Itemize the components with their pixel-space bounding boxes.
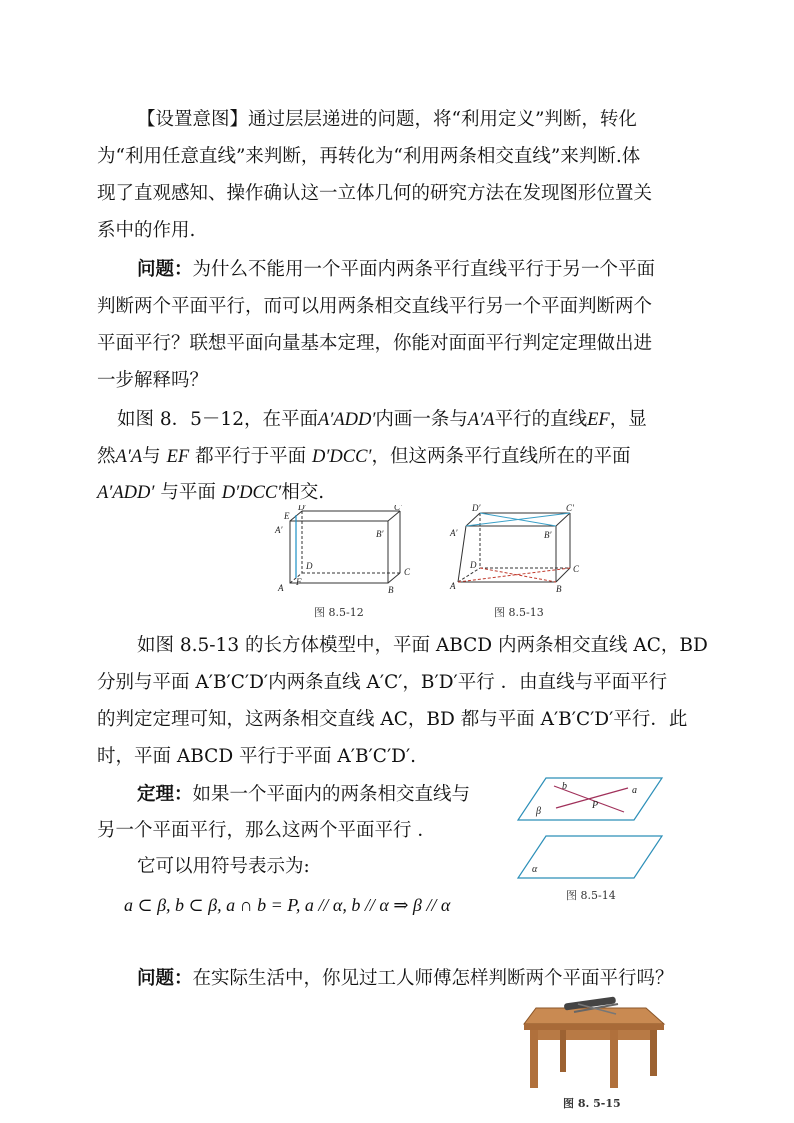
diagonal-ac: [458, 568, 570, 582]
question-2-line: [137, 961, 674, 997]
figure-8-5-12: [270, 505, 415, 597]
para3-line-1: 如图 8.5-13 的长方体模型中，平面 ABCD 内两条相交直线 AC，BD: [137, 635, 708, 656]
question-label: 问题：: [137, 259, 193, 280]
figure-8-5-13: [446, 502, 586, 597]
caption-fig-8-5-13: 图 8.5-13: [494, 606, 544, 619]
question-1-line-4: 一步解释吗？: [97, 370, 209, 391]
intent-line-2: 为“利用任意直线”来判断，再转化为“利用两条相交直线”来判断.体: [97, 146, 641, 167]
label-C-prime: C′: [394, 505, 402, 512]
question-1-line-3: 平面平行？联想平面向量基本定理，你能对面面平行判定定理做出进: [97, 333, 653, 354]
para2-line-1: 如图 8．5－12，在平面A′ADD′内画一条与A′A平行的直线EF，显: [117, 409, 647, 430]
theorem-text: 如果一个平面内的两条相交直线与: [192, 784, 471, 805]
caption-fig-8-5-14: 图 8.5-14: [566, 889, 616, 902]
question-label: 问题：: [137, 968, 193, 989]
question-1-line-2: 判断两个平面平行，而可以用两条相交直线平行另一个平面判断两个: [97, 296, 653, 317]
label-F: F: [296, 577, 302, 587]
caption-fig-8-5-15: 图 8. 5-15: [563, 1097, 621, 1110]
label-alpha: α: [532, 864, 538, 875]
figure-8-5-15-table: [518, 996, 668, 1091]
diagonal-a-prime-c-prime: [466, 513, 570, 526]
question-1-line-1: [137, 252, 655, 288]
figure-8-5-14: [516, 772, 666, 884]
label-D: D: [306, 561, 313, 571]
para3-line-2: 分别与平面 A′B′C′D′内两条直线 A′C′，B′D′平行 ．由直线与平面平行: [97, 672, 668, 693]
label-E: E: [284, 511, 290, 521]
question-text: 在实际生活中，你见过工人师傅怎样判断两个平面平行吗？: [192, 968, 674, 989]
label-D-prime: D′: [298, 505, 307, 512]
label-B-prime: B′: [376, 529, 384, 539]
intent-line-4: 系中的作用.: [97, 220, 196, 241]
label-D: D: [470, 560, 477, 570]
theorem-line-1: [137, 777, 470, 813]
intent-line-1: 【设置意图】通过层层递进的问题，将“利用定义”判断，转化: [137, 109, 637, 130]
theorem-label: 定理：: [137, 784, 193, 805]
label-A-prime: A′: [275, 525, 283, 535]
plane-alpha: [518, 836, 662, 878]
caption-fig-8-5-12: 图 8.5-12: [314, 606, 364, 619]
label-a: a: [632, 785, 637, 796]
label-b: b: [562, 781, 567, 792]
label-B-prime: B′: [544, 530, 552, 540]
label-B: B: [388, 585, 394, 595]
para2-line-2: 然A′A与 EF 都平行于平面 D′DCC′，但这两条平行直线所在的平面: [97, 446, 631, 467]
theorem-line-2: 另一个平面平行，那么这两个平面平行 ．: [97, 820, 436, 841]
intent-line-3: 现了直观感知、操作确认这一立体几何的研究方法在发现图形位置关: [97, 183, 653, 204]
label-B: B: [556, 584, 562, 594]
label-D-prime: D′: [472, 503, 481, 513]
para2-line-3: A′ADD′ 与平面 D′DCC′相交.: [97, 482, 325, 503]
label-C: C: [404, 567, 411, 577]
question-text: 为什么不能用一个平面内两条平行直线平行于另一个平面: [192, 259, 656, 280]
label-C-prime: C′: [566, 503, 574, 513]
label-A: A: [278, 583, 284, 593]
label-beta: β: [536, 806, 541, 817]
theorem-line-3: 它可以用符号表示为:: [137, 856, 310, 877]
label-C: C: [573, 564, 580, 574]
label-A: A: [450, 581, 456, 591]
para3-line-3: 的判定定理可知，这两条相交直线 AC，BD 都与平面 A′B′C′D′平行．此: [97, 709, 688, 730]
label-P: P: [592, 800, 599, 811]
para3-line-4: 时，平面 ABCD 平行于平面 A′B′C′D′.: [97, 746, 417, 767]
label-A-prime: A′: [450, 528, 458, 538]
theorem-formula: a ⊂ β, b ⊂ β, a ∩ b = P, a // α, b // α ⇒ β // α: [124, 895, 451, 915]
